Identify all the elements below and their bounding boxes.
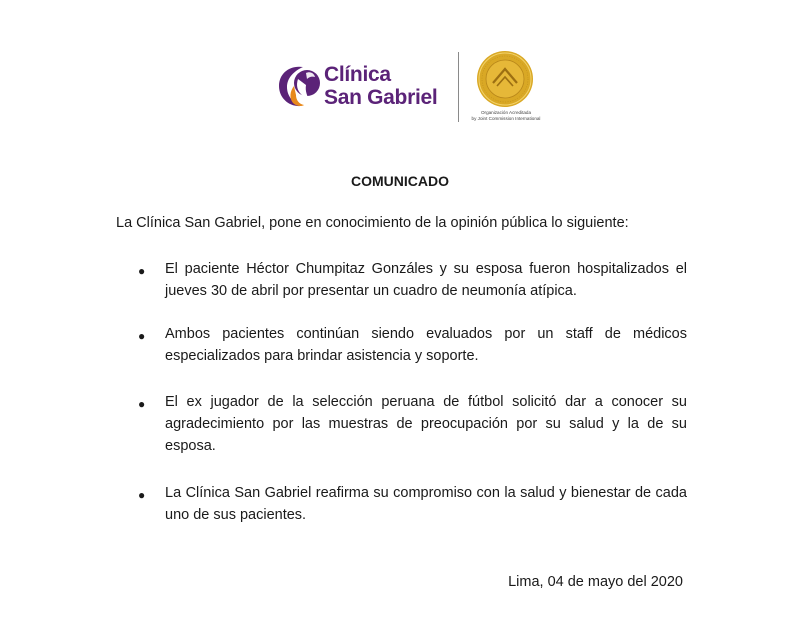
list-item: La Clínica San Gabriel reafirma su compromiso con la salud y bienestar de cada uno de sus pacientes. bbox=[165, 485, 687, 523]
list-item: El paciente Héctor Chumpitaz Gonzáles y su esposa fueron hospitalizados el jueves 30 de abril por presentar un cuadro de neumonía atípica. bbox=[165, 261, 687, 299]
header-divider bbox=[458, 52, 459, 122]
seal-caption bbox=[462, 110, 550, 121]
closing-date: Lima, 04 de mayo del 2020 bbox=[508, 574, 683, 590]
bullet-marker: ● bbox=[138, 329, 146, 343]
seal-caption-line2: by Joint Commission International bbox=[471, 115, 541, 121]
document-title: COMUNICADO bbox=[351, 173, 449, 189]
jci-gold-seal-icon bbox=[476, 50, 534, 108]
list-item: Ambos pacientes continúan siendo evaluados por un staff de médicos especializados para brindar asistencia y soporte. bbox=[165, 326, 687, 364]
list-item: El ex jugador de la selección peruana de fútbol solicitó dar a conocer su agradecimiento por las muestras de preocupación por su salud y la de su esposa. bbox=[165, 394, 687, 454]
brand-name-line1: Clínica bbox=[324, 63, 391, 86]
seal-caption-line1: Organización Acreditada bbox=[480, 110, 532, 115]
intro-paragraph: La Clínica San Gabriel, pone en conocimiento de la opinión pública lo siguiente: bbox=[116, 215, 629, 231]
bullet-marker: ● bbox=[138, 488, 146, 502]
bullet-marker: ● bbox=[138, 397, 146, 411]
brand-name bbox=[324, 64, 437, 108]
bullet-marker: ● bbox=[138, 264, 146, 278]
brand-name-line2: San Gabriel bbox=[324, 86, 438, 109]
